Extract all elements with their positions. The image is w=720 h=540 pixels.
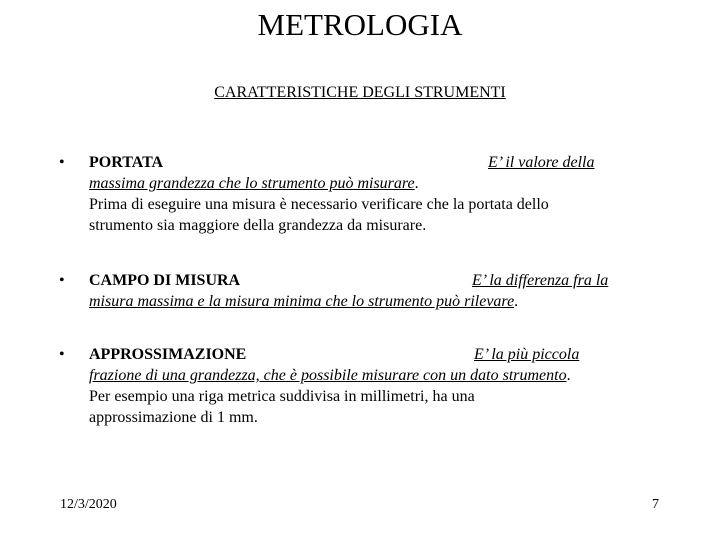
extra-line: approssimazione di 1 mm. (89, 409, 258, 426)
definition-end: . (514, 293, 519, 310)
page-title: METROLOGIA (257, 7, 463, 42)
extra-line: strumento sia maggiore della grandezza da misurare. (89, 217, 427, 234)
extra-line: Prima di eseguire una misura è necessario verificare che la portata dello (89, 196, 549, 213)
definition-start: E’ la più piccola (474, 346, 580, 363)
definition-line (89, 173, 649, 194)
term-label: CAMPO DI MISURA (89, 272, 241, 289)
definition-end: . (566, 367, 571, 384)
definition-rest: massima grandezza che lo strumento può misurare (89, 175, 415, 192)
bullet-icon: • (59, 154, 65, 171)
definition-rest: misura massima e la misura minima che lo strumento può rilevare (89, 293, 515, 310)
definition-start: E’ la differenza fra la (472, 272, 609, 289)
definition-start: E’ il valore della (488, 154, 595, 171)
term-label: PORTATA (89, 154, 164, 171)
footer-date: 12/3/2020 (60, 497, 117, 512)
term-label: APPROSSIMAZIONE (89, 346, 247, 363)
section-subtitle: CARATTERISTICHE DEGLI STRUMENTI (214, 84, 506, 101)
extra-line: Per esempio una riga metrica suddivisa in millimetri, ha una (89, 388, 475, 405)
bullet-icon: • (59, 346, 65, 363)
term-line (89, 270, 649, 291)
definition-line (89, 365, 649, 386)
term-line (89, 344, 649, 365)
bullet-icon: • (59, 272, 65, 289)
page-number: 7 (652, 497, 659, 512)
definition-line (89, 291, 649, 312)
definition-end: . (414, 175, 419, 192)
term-line (89, 152, 649, 173)
definition-rest: frazione di una grandezza, che è possibile misurare con un dato strumento (89, 367, 567, 384)
